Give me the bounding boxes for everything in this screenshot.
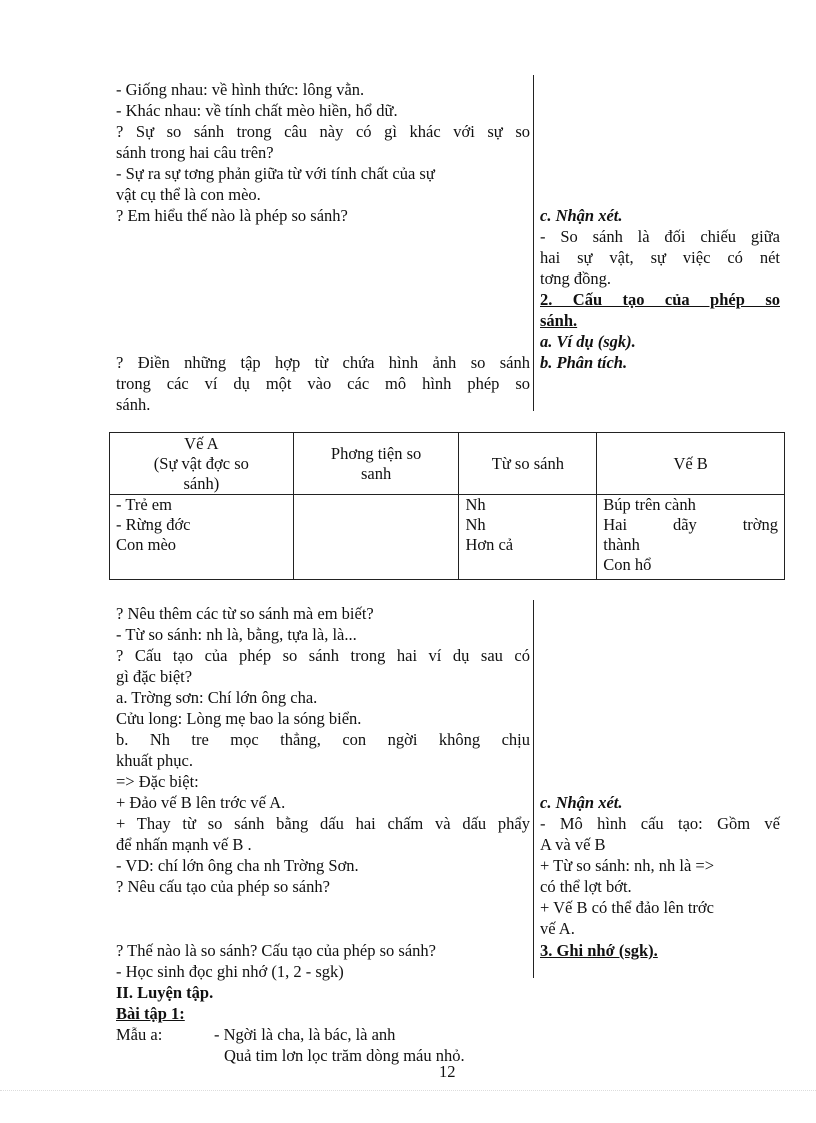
header-ve-a: Vế A (Sự vật đợc so sánh) [110, 433, 294, 495]
text-line: gì đặc biệt? [116, 667, 193, 686]
table-header-row [110, 433, 785, 495]
text-line: sánh trong hai câu trên? [116, 143, 274, 162]
cell-tu-so-sanh: Nh Nh Hơn cả [459, 495, 597, 580]
column-divider [533, 600, 534, 978]
text-line: có thể lợt bớt. [540, 877, 632, 896]
cell-phuong-tien [293, 495, 459, 580]
header-ve-b: Vế B [597, 433, 785, 495]
section-heading: sánh. [540, 311, 578, 330]
header-phuong-tien: Phơng tiện so sanh [293, 433, 459, 495]
text-line: vật cụ thể là con mèo. [116, 185, 261, 204]
question-line: ? Cấu tạo của phép so sánh trong hai ví dụ sau có [116, 646, 530, 665]
page-footer-rule [0, 1090, 816, 1091]
analysis-label: b. Phân tích. [540, 353, 628, 372]
column-divider [533, 75, 534, 411]
text-line: + Từ so sánh: nh, nh là => [540, 856, 715, 875]
section-heading: c. Nhận xét. [540, 206, 623, 225]
text-line: sánh. [116, 395, 151, 414]
sample-line: - Ngời là cha, là bác, là anh [214, 1025, 396, 1044]
text-line: - Từ so sánh: nh là, bằng, tựa là, là... [116, 625, 357, 644]
text-line: + Đảo vế B lên trớc vế A. [116, 793, 286, 812]
text-line: trong các ví dụ một vào các mô hình phép so [116, 374, 530, 393]
text-line: vế A. [540, 919, 575, 938]
text-line: a. Trờng sơn: Chí lớn ông cha. [116, 688, 318, 707]
text-line: khuất phục. [116, 751, 193, 770]
sample-label: Mẫu a: [116, 1025, 163, 1044]
text-line: Cửu long: Lòng mẹ bao la sóng biển. [116, 709, 362, 728]
sample-line: Quả tim lơn lọc trăm dòng máu nhỏ. [224, 1046, 465, 1065]
text-line: - Giống nhau: về hình thức: lông vằn. [116, 80, 365, 99]
section-heading: 2. Cấu tạo của phép so [540, 290, 780, 309]
text-line: + Thay từ so sánh bằng dấu hai chấm và dấu phẩy [116, 814, 530, 833]
page-number: 12 [439, 1062, 456, 1081]
exercise-heading: Bài tập 1: [116, 1004, 185, 1023]
text-line: => Đặc biệt: [116, 772, 199, 791]
text-line: - VD: chí lớn ông cha nh Trờng Sơn. [116, 856, 359, 875]
text-line: + Vế B có thể đảo lên trớc [540, 898, 714, 917]
text-line: A và vế B [540, 835, 606, 854]
text-line: ? Sự so sánh trong câu này có gì khác với sự so [116, 122, 530, 141]
text-line: - Mô hình cấu tạo: Gồm vế [540, 814, 780, 833]
text-line: - Sự ra sự tơng phản giữa từ với tính chất của sự [116, 164, 435, 183]
cell-ve-b: Búp trên cành Hai dãy trờng thành Con hổ [597, 495, 785, 580]
text-line: - So sánh là đối chiếu giữa [540, 227, 780, 246]
text-line: tơng đồng. [540, 269, 612, 288]
header-tu-so-sanh: Từ so sánh [459, 433, 597, 495]
memo-heading: 3. Ghi nhớ (sgk). [540, 941, 658, 960]
question-line: ? Thế nào là so sánh? Cấu tạo của phép so sánh? [116, 941, 436, 960]
text-line: hai sự vật, sự việc có nét [540, 248, 780, 267]
text-line: - Học sinh đọc ghi nhớ (1, 2 - sgk) [116, 962, 344, 981]
comparison-table [109, 432, 785, 580]
example-label: a. Ví dụ (sgk). [540, 332, 636, 351]
section-heading: c. Nhận xét. [540, 793, 623, 812]
text-line: b. Nh tre mọc thẳng, con ngời không chịu [116, 730, 530, 749]
question-line: ? Nêu thêm các từ so sánh mà em biết? [116, 604, 374, 623]
cell-ve-a: - Trẻ em - Rừng đớc Con mèo [110, 495, 294, 580]
practice-heading: II. Luyện tập. [116, 983, 214, 1002]
question-line: ? Em hiểu thế nào là phép so sánh? [116, 206, 348, 225]
text-line: - Khác nhau: về tính chất mèo hiền, hổ dữ. [116, 101, 398, 120]
text-line: để nhấn mạnh vế B . [116, 835, 252, 854]
question-line: ? Điền những tập hợp từ chứa hình ảnh so sánh [116, 353, 530, 372]
question-line: ? Nêu cấu tạo của phép so sánh? [116, 877, 330, 896]
table-row [110, 495, 785, 580]
